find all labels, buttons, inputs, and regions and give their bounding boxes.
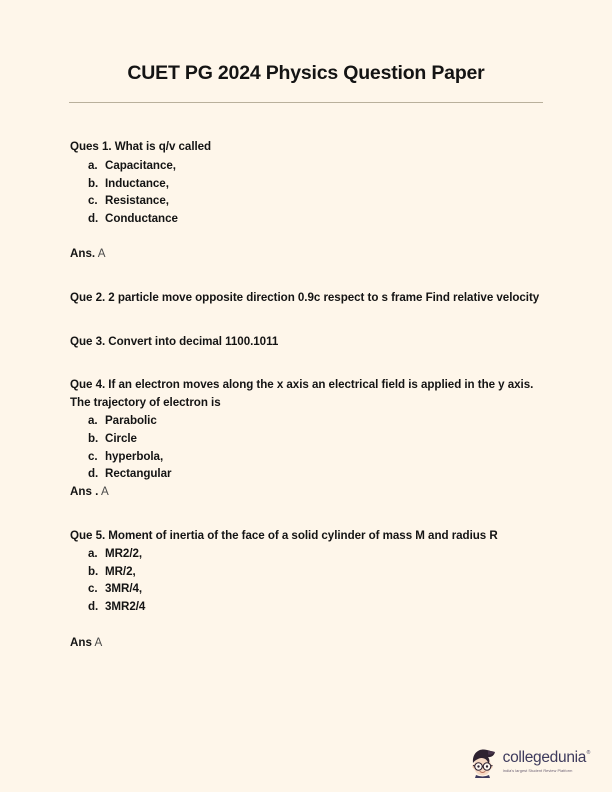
- option-letter: b.: [88, 564, 99, 578]
- option-label: Resistance,: [105, 194, 169, 208]
- option-letter: d.: [88, 467, 99, 481]
- page-title: CUET PG 2024 Physics Question Paper: [127, 62, 485, 84]
- option-label: Inductance,: [105, 176, 169, 190]
- option-letter: d.: [88, 211, 99, 225]
- question-prompt: Que 3. Convert into decimal 1100.1011: [70, 334, 279, 348]
- option-letter: a.: [88, 547, 98, 561]
- option-item[interactable]: [88, 580, 542, 598]
- question-prompt: Que 5. Moment of inertia of the face of a solid cylinder of mass M and radius R: [70, 528, 498, 542]
- option-item[interactable]: [88, 430, 542, 448]
- option-letter: a.: [88, 159, 98, 172]
- brand-wordmark: [503, 750, 590, 766]
- option-item[interactable]: [88, 175, 542, 193]
- brand-trademark: ®: [586, 750, 590, 757]
- question-block-4: [70, 376, 542, 500]
- brand-text-group: [503, 750, 590, 774]
- document-header: [0, 0, 612, 103]
- answer-value: A: [97, 247, 106, 261]
- answer-value: A: [100, 484, 109, 498]
- question-block-1: [70, 138, 542, 263]
- answer-value: A: [94, 635, 103, 649]
- option-label: Rectangular: [105, 467, 172, 481]
- option-letter: d.: [88, 599, 99, 613]
- option-list: [70, 545, 542, 615]
- option-item[interactable]: [88, 465, 542, 483]
- option-letter: a.: [88, 414, 98, 428]
- question-block-5: [70, 527, 542, 652]
- brand-logo[interactable]: [468, 746, 590, 778]
- option-label: 3MR2/4: [105, 599, 146, 613]
- option-item[interactable]: [88, 192, 542, 210]
- option-label: Conductance: [105, 211, 178, 225]
- option-label: hyperbola,: [105, 449, 164, 463]
- answer-line: [70, 634, 542, 652]
- option-label: 3MR/4,: [105, 582, 143, 596]
- option-label: MR/2,: [105, 564, 136, 578]
- option-item[interactable]: [88, 545, 542, 563]
- question-block-3: [70, 333, 542, 351]
- option-list: [70, 412, 542, 482]
- option-list: [70, 157, 542, 227]
- answer-line: [70, 483, 542, 501]
- option-letter: b.: [88, 432, 99, 446]
- answer-label: Ans.: [70, 247, 96, 261]
- option-letter: b.: [88, 176, 99, 190]
- student-mascot-icon: [468, 746, 498, 778]
- question-prompt: Que 4. If an electron moves along the x axis an electrical field is applied in the y axis. The trajectory of electron is: [70, 378, 534, 409]
- question-list: [0, 103, 612, 651]
- option-item[interactable]: [88, 157, 542, 175]
- brand-name: collegedunia: [502, 749, 587, 767]
- question-prompt: Que 2. 2 particle move opposite direction 0.9c respect to s frame Find relative velocity: [70, 291, 540, 305]
- option-letter: c.: [88, 194, 98, 208]
- option-item[interactable]: [88, 210, 542, 228]
- answer-label: Ans .: [70, 484, 99, 498]
- option-item[interactable]: [88, 563, 542, 581]
- answer-label: Ans: [70, 635, 92, 649]
- option-label: Capacitance,: [105, 159, 176, 172]
- question-block-2: [70, 289, 542, 307]
- option-item[interactable]: [88, 448, 542, 466]
- option-item[interactable]: [88, 412, 542, 430]
- option-label: Circle: [105, 432, 137, 446]
- option-letter: c.: [88, 582, 98, 596]
- brand-tagline: India's largest Student Review Platform: [502, 768, 573, 774]
- option-letter: c.: [88, 449, 98, 463]
- option-label: Parabolic: [105, 414, 157, 428]
- answer-line: [70, 245, 542, 263]
- option-label: MR2/2,: [105, 547, 143, 561]
- question-prompt: Ques 1. What is q/v called: [70, 140, 212, 154]
- option-item[interactable]: [88, 598, 542, 616]
